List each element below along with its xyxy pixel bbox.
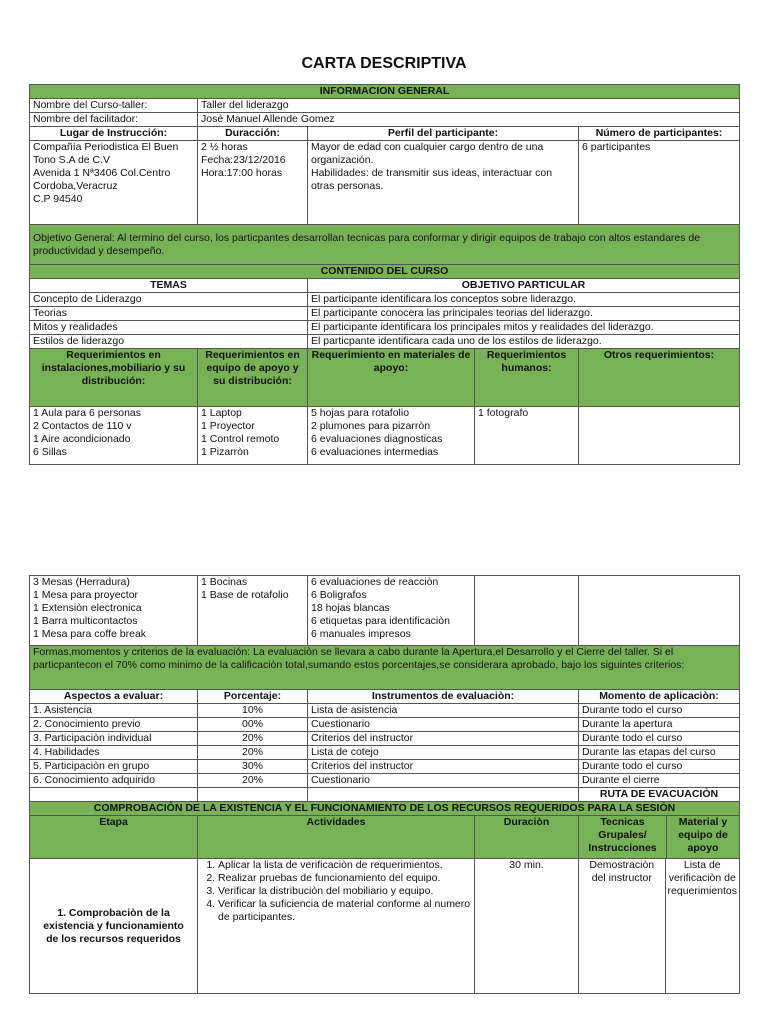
instrumento-cell: Lista de cotejo bbox=[308, 746, 579, 760]
verification-header: COMPROBACIÒN DE LA EXISTENCIA Y EL FUNCIONAMIENTO DE LOS RECURSOS REQUERIDOS PARA LA SESIÓN bbox=[30, 802, 740, 816]
objetivo-cell: El participante conocera las principales teorias del liderazgo. bbox=[308, 307, 740, 321]
list-item: 4. Verificar la suficiencia de material conforme al numero de participantes. bbox=[218, 898, 471, 924]
info-detail-row bbox=[30, 141, 740, 225]
info-header-row bbox=[30, 85, 740, 99]
aspecto-cell: 1. Asistencia bbox=[30, 704, 198, 718]
page2-table bbox=[29, 575, 740, 994]
req-otros bbox=[579, 576, 740, 646]
aspecto-cell: 2. Conocimiento previo bbox=[30, 718, 198, 732]
table-row bbox=[30, 718, 740, 732]
instrumento-cell: Criterios del instructor bbox=[308, 760, 579, 774]
facilitator-label: Nombre del facilitador: bbox=[30, 113, 198, 127]
req-equipo: 1 Laptop 1 Proyector 1 Control remoto 1 Pizarròn bbox=[198, 407, 308, 465]
table-row bbox=[30, 293, 740, 307]
objetivo-header: OBJETIVO PARTICULAR bbox=[308, 279, 740, 293]
req-humanos bbox=[475, 576, 579, 646]
porcentaje-header: Porcentaje: bbox=[198, 690, 308, 704]
duration-header: Duracción: bbox=[198, 127, 308, 141]
requirements-row bbox=[30, 407, 740, 465]
table-row bbox=[30, 321, 740, 335]
evaluation-intro: Formas,momentos y criterios de la evaluación: La evaluaciòn se llevara a cabo durante la Apertura,el Desarrollo y el Cierre del taller. Si el particpantecon el 70% como minimo de la calificaciòn total,sumando estos porcentajes,se considerara aprobado, bajo los siguintes criterios: bbox=[30, 646, 740, 690]
req-humanos: 1 fotografo bbox=[475, 407, 579, 465]
verification-col-header-row bbox=[30, 816, 740, 859]
content-header: CONTENIDO DEL CURSO bbox=[30, 265, 740, 279]
list-item: 3. Verificar la distribuciòn del mobiliario y equipo. bbox=[218, 885, 471, 898]
actividades-header: Actividades bbox=[198, 816, 475, 859]
content-col-header-row bbox=[30, 279, 740, 293]
req-equipo: 1 Bocinas 1 Base de rotafolio bbox=[198, 576, 308, 646]
req-materiales: 6 evaluaciones de reacciòn 6 Boligrafos 18 hojas blancas 6 etiquetas para identificaciòn 6 manuales impresos bbox=[308, 576, 475, 646]
objective-row bbox=[30, 225, 740, 265]
tecnica-cell: Demostraciòn del instructor bbox=[579, 859, 666, 993]
table-row bbox=[30, 746, 740, 760]
etapa-cell: 1. Comprobaciòn de la existencia y funcionamiento de los recursos requeridos bbox=[30, 859, 198, 994]
table-row bbox=[30, 307, 740, 321]
instrumento-cell: Criterios del instructor bbox=[308, 732, 579, 746]
place-header: Lugar de Instrucción: bbox=[30, 127, 198, 141]
participants-value: 6 participantes bbox=[579, 141, 740, 225]
req-instalaciones-header: Requerimientos en instalaciones,mobiliario y su distribución: bbox=[30, 349, 198, 407]
list-item: 2. Realizar pruebas de funcionamiento del equipo. bbox=[218, 872, 471, 885]
req-instalaciones: 1 Aula para 6 personas 2 Contactos de 110 v 1 Aire acondicionado 6 Sillas bbox=[30, 407, 198, 465]
table-row bbox=[30, 335, 740, 349]
duracion-cell: 30 min. bbox=[475, 859, 579, 994]
page1-table bbox=[29, 84, 740, 465]
instrumento-cell: Cuestionario bbox=[308, 718, 579, 732]
place-value: Compañía Periodistica El Buen Tono S.A de C.V Avenida 1 Nª3406 Col.Centro Cordoba,Veracruz C.P 94540 bbox=[30, 141, 198, 225]
req-otros bbox=[579, 407, 740, 465]
participants-header: Número de participantes: bbox=[579, 127, 740, 141]
content-header-row bbox=[30, 265, 740, 279]
ruta-evacuacion: RUTA DE EVACUACIÒN bbox=[579, 788, 740, 802]
aspecto-cell: 4. Habilidades bbox=[30, 746, 198, 760]
tema-cell: Mitos y realidades bbox=[30, 321, 308, 335]
aspecto-cell: 5. Participaciòn en grupo bbox=[30, 760, 198, 774]
aspecto-cell: 3. Participaciòn individual bbox=[30, 732, 198, 746]
porcentaje-cell: 20% bbox=[198, 774, 308, 788]
porcentaje-cell: 30% bbox=[198, 760, 308, 774]
porcentaje-cell: 20% bbox=[198, 732, 308, 746]
etapa-header: Etapa bbox=[30, 816, 198, 859]
evaluation-intro-row bbox=[30, 646, 740, 690]
list-item: 1. Aplicar la lista de verificaciòn de requerimientos. bbox=[218, 859, 471, 872]
table-row bbox=[30, 704, 740, 718]
tema-cell: Concepto de Liderazgo bbox=[30, 293, 308, 307]
requirements-row bbox=[30, 576, 740, 646]
material-cell: Lista de verificaciòn de requerimientos bbox=[667, 859, 737, 897]
req-materiales-header: Requerimiento en materiales de apoyo: bbox=[308, 349, 475, 407]
page-title: CARTA DESCRIPTIVA bbox=[301, 55, 467, 72]
info-col-header-row bbox=[30, 127, 740, 141]
instrumento-cell: Lista de asistencia bbox=[308, 704, 579, 718]
table-row bbox=[30, 732, 740, 746]
req-humanos-header: Requerimientos humanos: bbox=[475, 349, 579, 407]
momento-cell: Durante todo el curso bbox=[579, 760, 740, 774]
facilitator-value: Josè Manuel Allende Gomez bbox=[198, 113, 740, 127]
porcentaje-cell: 10% bbox=[198, 704, 308, 718]
facilitator-row bbox=[30, 113, 740, 127]
course-label: Nombre del Curso-taller: bbox=[30, 99, 198, 113]
req-materiales: 5 hojas para rotafolio 2 plumones para pizarròn 6 evaluaciones diagnosticas 6 evaluaciones intermedias bbox=[308, 407, 475, 465]
profile-value: Mayor de edad con cualquier cargo dentro de una organización. Habilidades: de transmitir sus ideas, interactuar con otras personas. bbox=[308, 141, 579, 225]
momento-cell: Durante las etapas del curso bbox=[579, 746, 740, 760]
evaluation-header-row bbox=[30, 690, 740, 704]
objetivo-cell: El participante identificara los principales mitos y realidades del liderazgo. bbox=[308, 321, 740, 335]
verification-header-row bbox=[30, 802, 740, 816]
duracion-header: Duraciòn bbox=[475, 816, 579, 859]
aspectos-header: Aspectos a evaluar: bbox=[30, 690, 198, 704]
momento-cell: Durante todo el curso bbox=[579, 732, 740, 746]
instrumento-cell: Cuestionario bbox=[308, 774, 579, 788]
course-value: Taller del liderazgo bbox=[198, 99, 740, 113]
req-instalaciones: 3 Mesas (Herradura) 1 Mesa para proyector 1 Extensiòn electronica 1 Barra multicontactos 1 Mesa para coffe break bbox=[30, 576, 198, 646]
table-row bbox=[30, 760, 740, 774]
req-otros-header: Otros requerimientos: bbox=[579, 349, 740, 407]
momento-cell: Durante la apertura bbox=[579, 718, 740, 732]
objective-general: Objetivo General: Al termino del curso, los particpantes desarrollan tecnicas para conformar y dirigir equipos de trabajo con altos estandares de productividad y desempeño. bbox=[30, 225, 740, 265]
duration-value: 2 ½ horas Fecha:23/12/2016 Hora:17:00 horas bbox=[198, 141, 308, 225]
objetivo-cell: El particpante identificara cada uno de los estilos de liderazgo. bbox=[308, 335, 740, 349]
momento-cell: Durante el cierre bbox=[579, 774, 740, 788]
ruta-row bbox=[30, 788, 740, 802]
actividades-cell bbox=[198, 859, 475, 994]
table-row bbox=[30, 774, 740, 788]
momento-header: Momento de aplicaciòn: bbox=[579, 690, 740, 704]
requirements-header-row bbox=[30, 349, 740, 407]
aspecto-cell: 6. Conocimiento adquirido bbox=[30, 774, 198, 788]
course-row bbox=[30, 99, 740, 113]
porcentaje-cell: 00% bbox=[198, 718, 308, 732]
temas-header: TEMAS bbox=[30, 279, 308, 293]
material-header: Material y equipo de apoyo bbox=[678, 816, 728, 854]
objetivo-cell: El participante identificara los conceptos sobre liderazgo. bbox=[308, 293, 740, 307]
info-header: INFORMACION GENERAL bbox=[30, 85, 740, 99]
porcentaje-cell: 20% bbox=[198, 746, 308, 760]
tema-cell: Teorias bbox=[30, 307, 308, 321]
profile-header: Perfil del participante: bbox=[308, 127, 579, 141]
verification-row bbox=[30, 859, 740, 994]
actividades-list bbox=[200, 859, 471, 924]
req-equipo-header: Requerimientos en equipo de apoyo y su distribución: bbox=[198, 349, 308, 407]
instrumentos-header: Instrumentos de evaluaciòn: bbox=[308, 690, 579, 704]
tecnicas-header: Tecnicas Grupales/ Instrucciones bbox=[579, 816, 667, 858]
momento-cell: Durante todo el curso bbox=[579, 704, 740, 718]
tema-cell: Estilos de liderazgo bbox=[30, 335, 308, 349]
